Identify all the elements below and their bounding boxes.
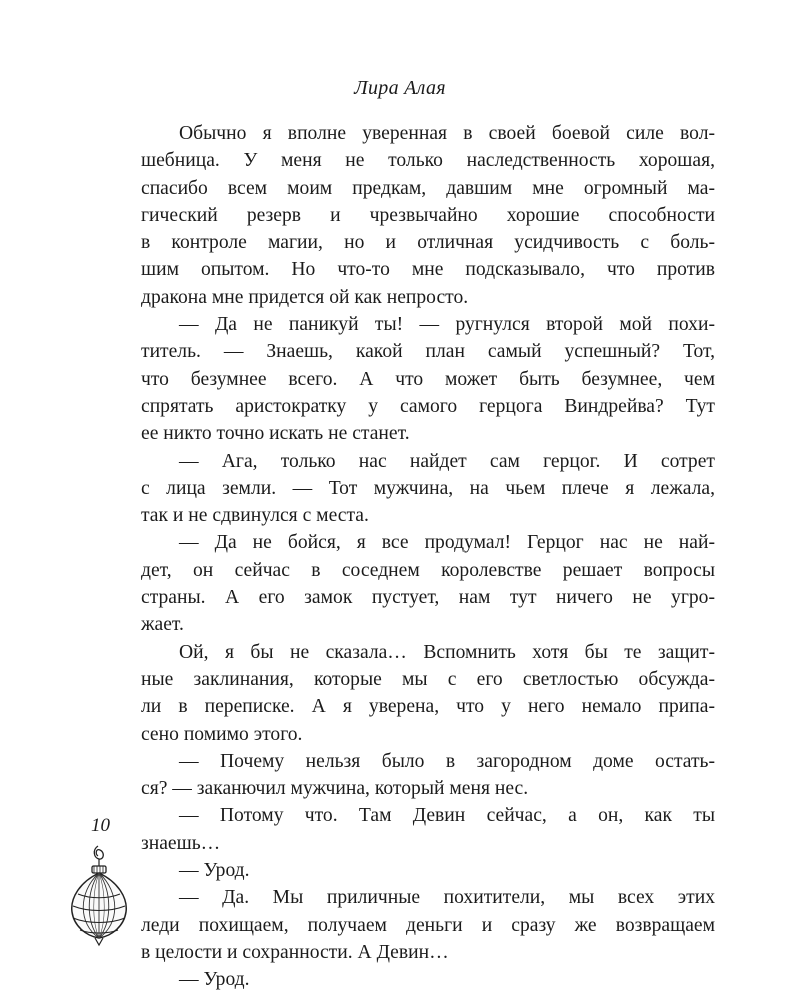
text-line: знаешь… [141,832,221,854]
text-line: ли в переписке. А я уверена, что у него немало припа- [141,696,715,718]
text-line: Ой, я бы не сказала… Вспомнить хотя бы те защит- [179,641,715,663]
text-line: что безумнее всего. А что может быть безумнее, чем [141,368,715,390]
text-line: шебница. У меня не только наследственность хорошая, [141,150,715,172]
text-line: дет, он сейчас в соседнем королевстве решает вопросы [141,559,715,581]
text-line: — Ага, только нас найдет сам герцог. И сотрет [179,450,715,472]
text-line: в целости и сохранности. А Девин… [141,941,449,963]
running-header: Лира Алая [354,77,446,99]
text-line: так и не сдвинулся с места. [141,505,369,527]
text-line: — Да не бойся, я все продумал! Герцог нас не най- [179,532,715,554]
page-number: 10 [91,815,110,836]
text-line: с лица земли. — Тот мужчина, на чьем плече я лежала, [141,477,715,499]
text-line: — Да. Мы приличные похитители, мы всех этих [179,887,715,909]
text-line: сено помимо этого. [141,723,303,745]
text-line: Обычно я вполне уверенная в своей боевой силе вол- [179,123,715,144]
text-line: дракона мне придется ой как непросто. [141,286,469,308]
text-line: страны. А его замок пустует, нам тут ничего не угро- [141,587,715,609]
text-line: — Почему нельзя было в загородном доме остать- [179,750,715,772]
text-line: леди похищаем, получаем деньги и сразу же возвращаем [141,914,715,936]
text-line: — Урод. [179,860,250,882]
text-line: ся? — заканючил мужчина, который меня нес. [141,778,529,800]
text-line: титель. — Знаешь, какой план самый успешный? Тот, [141,341,715,363]
text-line: гический резерв и чрезвычайно хорошие способности [141,204,715,226]
text-line: ее никто точно искать не станет. [141,423,410,445]
text-line: спрятать аристократку у самого герцога Виндрейва? Тут [141,395,715,417]
text-line: жает. [141,614,184,636]
christmas-bauble-icon [68,842,132,952]
text-line: в контроле магии, но и отличная усидчивость с боль- [141,232,715,254]
body-text [141,120,715,994]
text-line: спасибо всем моим предкам, давшим мне огромный ма- [141,177,715,199]
text-line: — Потому что. Там Девин сейчас, а он, как ты [179,805,715,827]
text-line: ные заклинания, которые мы с его светлостью обсужда- [141,668,715,690]
text-line: — Урод. [179,969,250,991]
text-line: шим опытом. Но что-то мне подсказывало, что против [141,259,715,281]
text-line: — Да не паникуй ты! — ругнулся второй мой похи- [179,314,715,336]
